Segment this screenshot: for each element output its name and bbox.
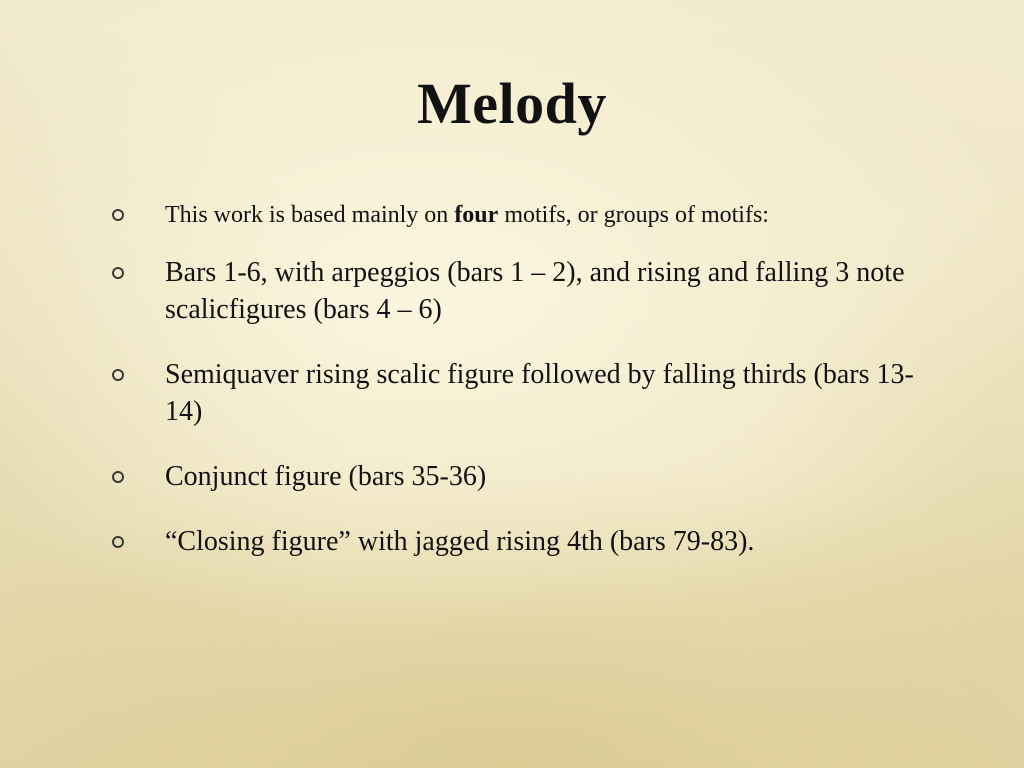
bullet-text-bold: four — [454, 202, 499, 228]
hollow-circle-bullet-icon — [112, 209, 124, 221]
hollow-circle-bullet-icon — [112, 471, 124, 483]
bullet-list — [108, 198, 918, 588]
bullet-text: Conjunct figure (bars 35-36) — [165, 461, 487, 492]
slide-title: Melody — [417, 71, 607, 136]
bullet-text-after: motifs, or groups of motifs: — [498, 202, 769, 228]
bullet-item-bars-79-83 — [108, 523, 918, 560]
bullet-text-before: This work is based mainly on — [165, 202, 455, 228]
bullet-item-bars-35-36 — [108, 458, 918, 495]
bullet-text: “Closing figure” with jagged rising 4th (bars 79-83). — [165, 526, 755, 557]
bullet-item-motifs-intro — [108, 198, 918, 232]
hollow-circle-bullet-icon — [112, 536, 124, 548]
bullet-text: Semiquaver rising scalic figure followed by falling thirds (bars 13-14) — [165, 359, 914, 427]
bullet-item-bars-1-6 — [108, 254, 918, 328]
bullet-item-bars-13-14 — [108, 356, 918, 430]
hollow-circle-bullet-icon — [112, 267, 124, 279]
bullet-text: Bars 1-6, with arpeggios (bars 1 – 2), and rising and falling 3 note scalicfigures (bars 4 – 6) — [165, 257, 905, 325]
hollow-circle-bullet-icon — [112, 369, 124, 381]
